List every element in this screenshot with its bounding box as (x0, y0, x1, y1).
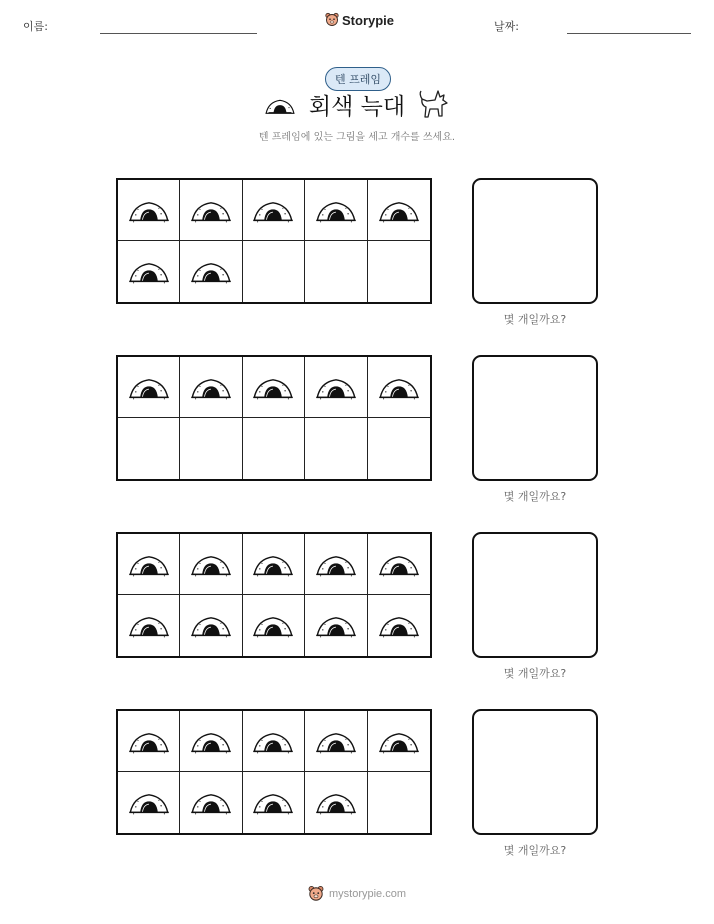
footer (308, 885, 406, 903)
cave-icon (189, 613, 233, 638)
frame-cell (368, 241, 430, 302)
frame-cell (305, 418, 367, 479)
cave-icon (377, 198, 421, 223)
question-label: 몇 개일까요? (503, 313, 567, 326)
answer-box[interactable] (472, 355, 598, 481)
cave-icon (377, 613, 421, 638)
cave-icon (377, 375, 421, 400)
frame-cell (118, 534, 180, 595)
frame-cell (305, 357, 367, 418)
name-line[interactable] (100, 33, 257, 34)
frame-cell (368, 357, 430, 418)
frame-cell (180, 418, 242, 479)
frame-cell (305, 241, 367, 302)
cave-icon (127, 259, 171, 284)
cave-icon (314, 729, 358, 754)
cave-icon (251, 375, 295, 400)
frame-cell (180, 241, 242, 302)
frame-cell (118, 595, 180, 656)
frame-cell (243, 418, 305, 479)
wolf-icon (418, 88, 450, 122)
frame-cell (243, 241, 305, 302)
cave-icon (127, 552, 171, 577)
cave-icon (314, 552, 358, 577)
frame-cell (180, 772, 242, 833)
cave-icon (314, 613, 358, 638)
frame-cell (243, 357, 305, 418)
answer-box[interactable] (472, 532, 598, 658)
frame-cell (118, 418, 180, 479)
frame-cell (305, 595, 367, 656)
cave-icon (314, 375, 358, 400)
topic-badge: 텐 프레임 (325, 67, 391, 91)
frame-cell (180, 357, 242, 418)
cave-icon (377, 552, 421, 577)
name-label: 이름: (23, 20, 48, 33)
cave-icon (189, 729, 233, 754)
frame-cell (118, 772, 180, 833)
cave-icon (189, 259, 233, 284)
frame-cell (118, 180, 180, 241)
cave-icon (314, 790, 358, 815)
frame-cell (368, 772, 430, 833)
cave-icon (189, 198, 233, 223)
frame-cell (243, 595, 305, 656)
date-line[interactable] (567, 33, 691, 34)
date-label: 날짜: (494, 20, 519, 33)
bear-logo-icon (325, 12, 339, 28)
question-label: 몇 개일까요? (503, 667, 567, 680)
cave-icon (127, 613, 171, 638)
bear-logo-icon (308, 885, 324, 903)
page-title: 회색 늑대 (308, 94, 406, 120)
cave-icon (251, 613, 295, 638)
frame-cell (305, 711, 367, 772)
ten-frame (116, 709, 432, 835)
answer-box[interactable] (472, 709, 598, 835)
frame-cell (118, 357, 180, 418)
ten-frame (116, 532, 432, 658)
frame-cell (243, 180, 305, 241)
cave-icon (127, 729, 171, 754)
cave-icon (127, 198, 171, 223)
cave-icon (251, 790, 295, 815)
brand-name: Storypie (342, 12, 395, 28)
instructions: 텐 프레임에 있는 그림을 세고 개수를 쓰세요. (258, 132, 456, 143)
frame-cell (305, 534, 367, 595)
frame-cell (305, 772, 367, 833)
cave-icon (314, 198, 358, 223)
footer-site: mystorypie.com (329, 888, 407, 900)
frame-cell (243, 711, 305, 772)
frame-cell (305, 180, 367, 241)
cave-icon (251, 729, 295, 754)
frame-cell (180, 180, 242, 241)
frame-cell (118, 711, 180, 772)
frame-cell (243, 534, 305, 595)
cave-icon (189, 790, 233, 815)
cave-icon (127, 790, 171, 815)
frame-cell (368, 180, 430, 241)
frame-cell (180, 711, 242, 772)
ten-frame (116, 178, 432, 304)
frame-cell (118, 241, 180, 302)
cave-icon (251, 198, 295, 223)
frame-cell (368, 534, 430, 595)
frame-cell (368, 711, 430, 772)
cave-icon (189, 375, 233, 400)
frame-cell (180, 595, 242, 656)
brand-logo (325, 12, 394, 28)
frame-cell (368, 418, 430, 479)
frame-cell (368, 595, 430, 656)
question-label: 몇 개일까요? (503, 490, 567, 503)
answer-box[interactable] (472, 178, 598, 304)
frame-cell (243, 772, 305, 833)
cave-icon (377, 729, 421, 754)
cave-icon (189, 552, 233, 577)
cave-icon (251, 552, 295, 577)
question-label: 몇 개일까요? (503, 844, 567, 857)
ten-frame (116, 355, 432, 481)
frame-cell (180, 534, 242, 595)
cave-icon (127, 375, 171, 400)
